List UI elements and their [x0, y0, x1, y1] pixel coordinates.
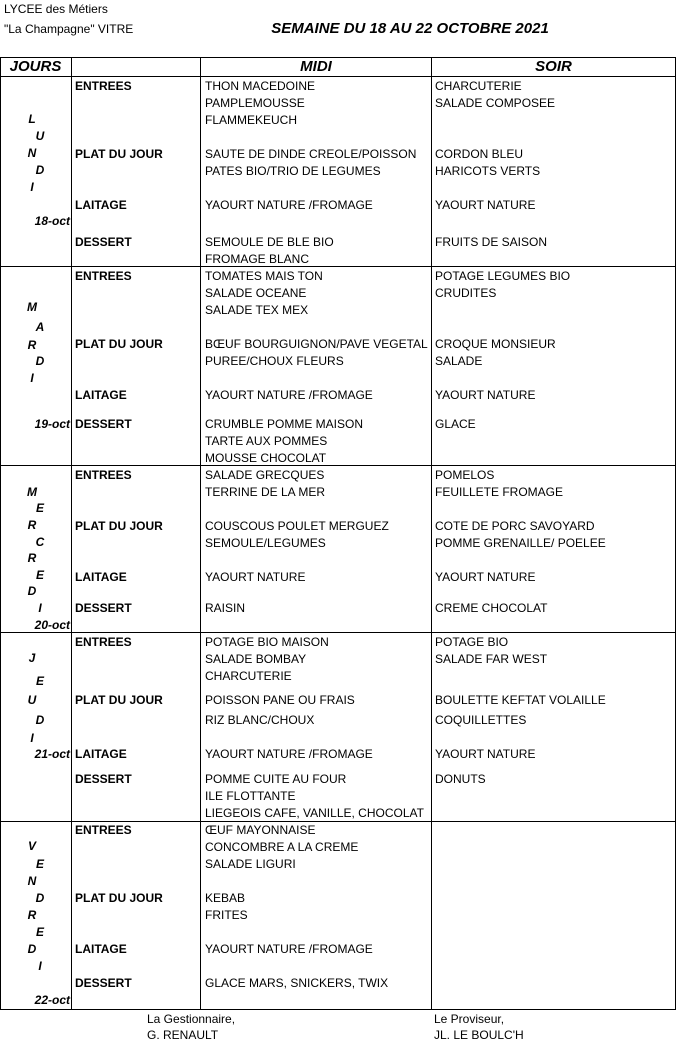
soir-column-border [431, 57, 432, 1010]
header-bottom-border [0, 76, 676, 77]
day-date: 22-oct [34, 993, 70, 1007]
soir-dish: POMME GRENAILLE/ POELEE [435, 536, 606, 550]
category-label-laitage: LAITAGE [75, 570, 127, 584]
soir-dish: YAOURT NATURE [435, 570, 536, 584]
category-label-laitage: LAITAGE [75, 388, 127, 402]
category-label-dessert: DESSERT [75, 976, 132, 990]
category-label-entrees: ENTREES [75, 79, 132, 93]
midi-dish: SALADE TEX MEX [205, 303, 309, 317]
day-name-letter: E [35, 857, 44, 871]
midi-dish: THON MACEDOINE [205, 79, 316, 93]
day-name-letter: M [27, 485, 37, 499]
soir-dish: YAOURT NATURE [435, 388, 536, 402]
day-name-letter: R [27, 518, 37, 532]
day-name-letter: I [30, 180, 34, 194]
midi-column-border [200, 57, 201, 1010]
day-name-letter: D [35, 713, 45, 727]
school-name: LYCEE des Métiers [4, 2, 108, 16]
midi-dish: SALADE OCEANE [205, 286, 307, 300]
soir-dish: COTE DE PORC SAVOYARD [435, 519, 595, 533]
column-header-midi: MIDI [300, 58, 332, 75]
soir-dish: DONUTS [435, 772, 486, 786]
day-name-letter: I [38, 959, 42, 973]
soir-dish: POTAGE LEGUMES BIO [435, 269, 571, 283]
soir-dish: BOULETTE KEFTAT VOLAILLE [435, 693, 606, 707]
midi-dish: ŒUF MAYONNAISE [205, 823, 316, 837]
midi-dish: MOUSSE CHOCOLAT [205, 451, 327, 465]
midi-dish: PAMPLEMOUSSE [205, 96, 305, 110]
midi-dish: PATES BIO/TRIO DE LEGUMES [205, 164, 381, 178]
soir-dish: CRUDITES [435, 286, 497, 300]
category-label-entrees: ENTREES [75, 468, 132, 482]
manager-name: G. RENAULT [147, 1028, 219, 1042]
principal-title: Le Proviseur, [434, 1012, 505, 1026]
day-name-letter: A [35, 320, 45, 334]
midi-dish: RIZ BLANC/CHOUX [205, 713, 315, 727]
day-name-letter: R [27, 551, 37, 565]
day-name-letter: M [27, 300, 37, 314]
day-name-letter: E [35, 568, 44, 582]
midi-dish: POTAGE BIO MAISON [205, 635, 329, 649]
category-label-plat: PLAT DU JOUR [75, 693, 163, 707]
day-divider [0, 465, 676, 466]
soir-dish: YAOURT NATURE [435, 198, 536, 212]
day-date: 21-oct [34, 747, 70, 761]
midi-dish: SEMOULE DE BLE BIO [205, 235, 334, 249]
day-date: 18-oct [34, 214, 70, 228]
day-name-letter: V [27, 839, 36, 853]
soir-dish: GLACE [435, 417, 476, 431]
day-name-letter: I [30, 731, 34, 745]
category-label-dessert: DESSERT [75, 772, 132, 786]
day-name-letter: D [35, 891, 45, 905]
soir-dish: YAOURT NATURE [435, 747, 536, 761]
midi-dish: SAUTE DE DINDE CREOLE/POISSON [205, 147, 417, 161]
day-name-letter: E [35, 501, 44, 515]
midi-dish: CRUMBLE POMME MAISON [205, 417, 364, 431]
category-label-entrees: ENTREES [75, 823, 132, 837]
midi-dish: TARTE AUX POMMES [205, 434, 328, 448]
midi-dish: POISSON PANE OU FRAIS [205, 693, 355, 707]
manager-title: La Gestionnaire, [147, 1012, 236, 1026]
midi-dish: LIEGEOIS CAFE, VANILLE, CHOCOLAT [205, 806, 424, 820]
midi-dish: SEMOULE/LEGUMES [205, 536, 326, 550]
category-label-plat: PLAT DU JOUR [75, 519, 163, 533]
day-name-letter: J [28, 651, 36, 665]
week-title: SEMAINE DU 18 AU 22 OCTOBRE 2021 [271, 20, 549, 37]
midi-dish: FLAMMEKEUCH [205, 113, 298, 127]
day-name-letter: N [27, 874, 37, 888]
soir-dish: SALADE [435, 354, 483, 368]
school-location: "La Champagne" VITRE [4, 22, 134, 36]
midi-dish: FROMAGE BLANC [205, 252, 310, 266]
day-name-letter: L [28, 112, 36, 126]
soir-dish: FEUILLETE FROMAGE [435, 485, 564, 499]
midi-dish: PUREE/CHOUX FLEURS [205, 354, 344, 368]
midi-dish: YAOURT NATURE /FROMAGE [205, 388, 373, 402]
category-label-laitage: LAITAGE [75, 198, 127, 212]
day-name-letter: R [27, 338, 37, 352]
day-name-letter: U [27, 693, 37, 707]
midi-dish: YAOURT NATURE /FROMAGE [205, 942, 373, 956]
soir-dish: CREME CHOCOLAT [435, 601, 548, 615]
day-name-letter: U [35, 129, 45, 143]
midi-dish: CONCOMBRE A LA CREME [205, 840, 359, 854]
category-label-laitage: LAITAGE [75, 747, 127, 761]
soir-dish: POTAGE BIO [435, 635, 509, 649]
soir-dish: HARICOTS VERTS [435, 164, 541, 178]
midi-dish: CHARCUTERIE [205, 669, 292, 683]
soir-dish: SALADE COMPOSEE [435, 96, 556, 110]
soir-dish: SALADE FAR WEST [435, 652, 548, 666]
midi-dish: SALADE GRECQUES [205, 468, 325, 482]
midi-dish: SALADE BOMBAY [205, 652, 307, 666]
table-bottom-border [0, 1009, 676, 1010]
day-name-letter: E [35, 674, 44, 688]
day-name-letter: C [35, 535, 45, 549]
day-date: 20-oct [34, 618, 70, 632]
midi-dish: GLACE MARS, SNICKERS, TWIX [205, 976, 389, 990]
midi-dish: YAOURT NATURE [205, 570, 306, 584]
day-name-letter: E [35, 925, 44, 939]
midi-dish: FRITES [205, 908, 248, 922]
day-date: 19-oct [34, 417, 70, 431]
day-divider [0, 632, 676, 633]
category-label-plat: PLAT DU JOUR [75, 891, 163, 905]
soir-dish: COQUILLETTES [435, 713, 527, 727]
principal-name: JL. LE BOULC'H [434, 1028, 524, 1042]
midi-dish: KEBAB [205, 891, 246, 905]
midi-dish: YAOURT NATURE /FROMAGE [205, 747, 373, 761]
midi-dish: YAOURT NATURE /FROMAGE [205, 198, 373, 212]
day-name-letter: D [27, 942, 37, 956]
category-label-entrees: ENTREES [75, 269, 132, 283]
category-label-dessert: DESSERT [75, 601, 132, 615]
day-name-letter: D [27, 584, 37, 598]
column-header-soir: SOIR [535, 58, 572, 75]
day-name-letter: I [38, 601, 42, 615]
day-name-letter: N [27, 146, 37, 160]
soir-dish: CHARCUTERIE [435, 79, 522, 93]
midi-dish: RAISIN [205, 601, 246, 615]
midi-dish: BŒUF BOURGUIGNON/PAVE VEGETAL [205, 337, 428, 351]
category-label-dessert: DESSERT [75, 235, 132, 249]
category-label-laitage: LAITAGE [75, 942, 127, 956]
soir-dish: CROQUE MONSIEUR [435, 337, 556, 351]
category-label-plat: PLAT DU JOUR [75, 147, 163, 161]
midi-dish: TERRINE DE LA MER [205, 485, 326, 499]
midi-dish: POMME CUITE AU FOUR [205, 772, 347, 786]
soir-dish: FRUITS DE SAISON [435, 235, 548, 249]
day-name-letter: I [30, 371, 34, 385]
midi-dish: TOMATES MAIS TON [205, 269, 323, 283]
column-header-days: JOURS [9, 58, 62, 75]
day-divider [0, 266, 676, 267]
category-label-plat: PLAT DU JOUR [75, 337, 163, 351]
midi-dish: ILE FLOTTANTE [205, 789, 296, 803]
midi-dish: SALADE LIGURI [205, 857, 296, 871]
soir-dish: POMELOS [435, 468, 495, 482]
category-label-entrees: ENTREES [75, 635, 132, 649]
soir-dish: CORDON BLEU [435, 147, 524, 161]
day-name-letter: D [35, 354, 45, 368]
day-name-letter: R [27, 908, 37, 922]
category-label-dessert: DESSERT [75, 417, 132, 431]
day-name-letter: D [35, 163, 45, 177]
midi-dish: COUSCOUS POULET MERGUEZ [205, 519, 389, 533]
